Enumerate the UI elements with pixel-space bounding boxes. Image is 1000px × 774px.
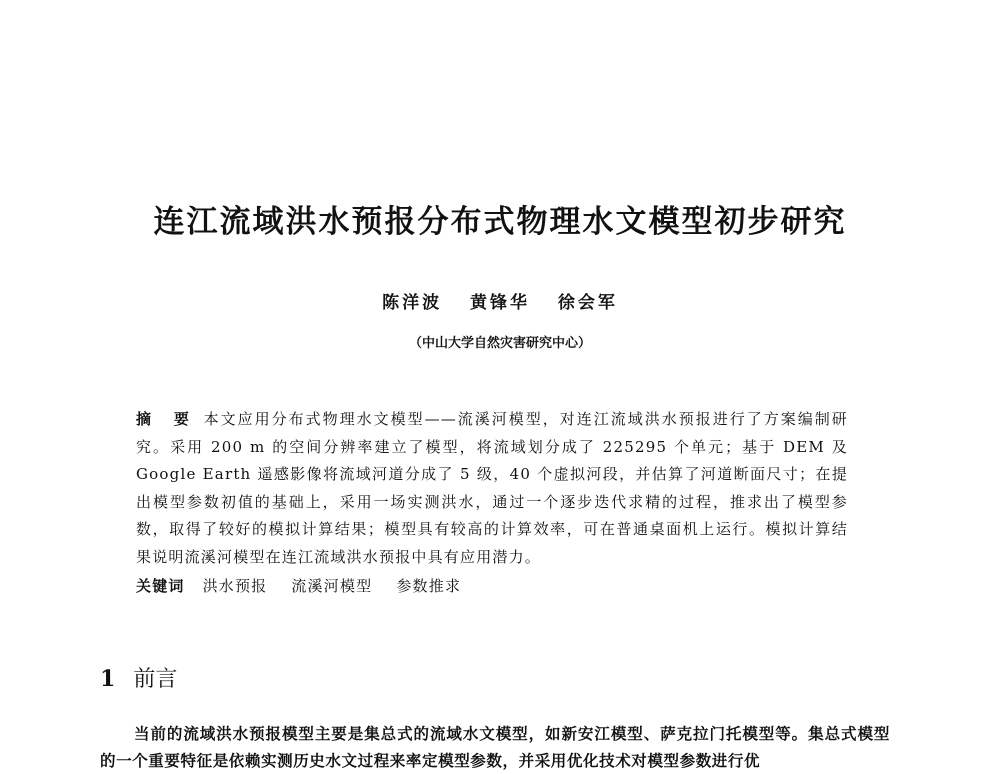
abstract-text: 本文应用分布式物理水文模型——流溪河模型，对连江流域洪水预报进行了方案编制研究。采用 200 m 的空间分辨率建立了模型，将流域划分成了 225295 个单元；基于 DEM 及 Google Earth 遥感影像将流域河道分成了 5 级，40 个虚拟河段，并估算了河道断面尺寸；在提出模型参数初值的基础上，采用一场实测洪水，通过一个逐步迭代求精的过程，推求出了模型参数，取得了较好的模拟计算结果；模型具有较高的计算效率，可在普通桌面机上运行。模拟计算结果说明流溪河模型在连江流域洪水预报中具有应用潜力。 [136,410,848,566]
keywords-label: 关键词 [136,577,185,595]
abstract [136,406,848,571]
section-number: 1 [100,666,116,692]
keyword: 洪水预报 [202,577,268,595]
affiliation: （中山大学自然灾害研究中心） [408,336,591,351]
author-name: 徐会军 [557,293,618,313]
author-name: 黄锋华 [470,293,530,313]
section-title: 前言 [133,667,178,692]
section-heading [100,662,177,693]
paper-title: 连江流域洪水预报分布式物理水文模型初步研究 [153,204,847,240]
keywords [136,573,848,600]
author-name: 陈洋波 [382,293,443,313]
keyword: 流溪河模型 [291,577,373,595]
section-body-text: 当前的流域洪水预报模型主要是集总式的流域水文模型，如新安江模型、萨克拉门托模型等。集总式模型的一个重要特征是依赖实测历史水文过程来率定模型参数，并采用优化技术对模型参数进行优 [100,724,890,770]
keyword: 参数推求 [396,577,462,595]
abstract-label: 摘 要 [136,410,198,428]
author-list [0,288,1000,313]
